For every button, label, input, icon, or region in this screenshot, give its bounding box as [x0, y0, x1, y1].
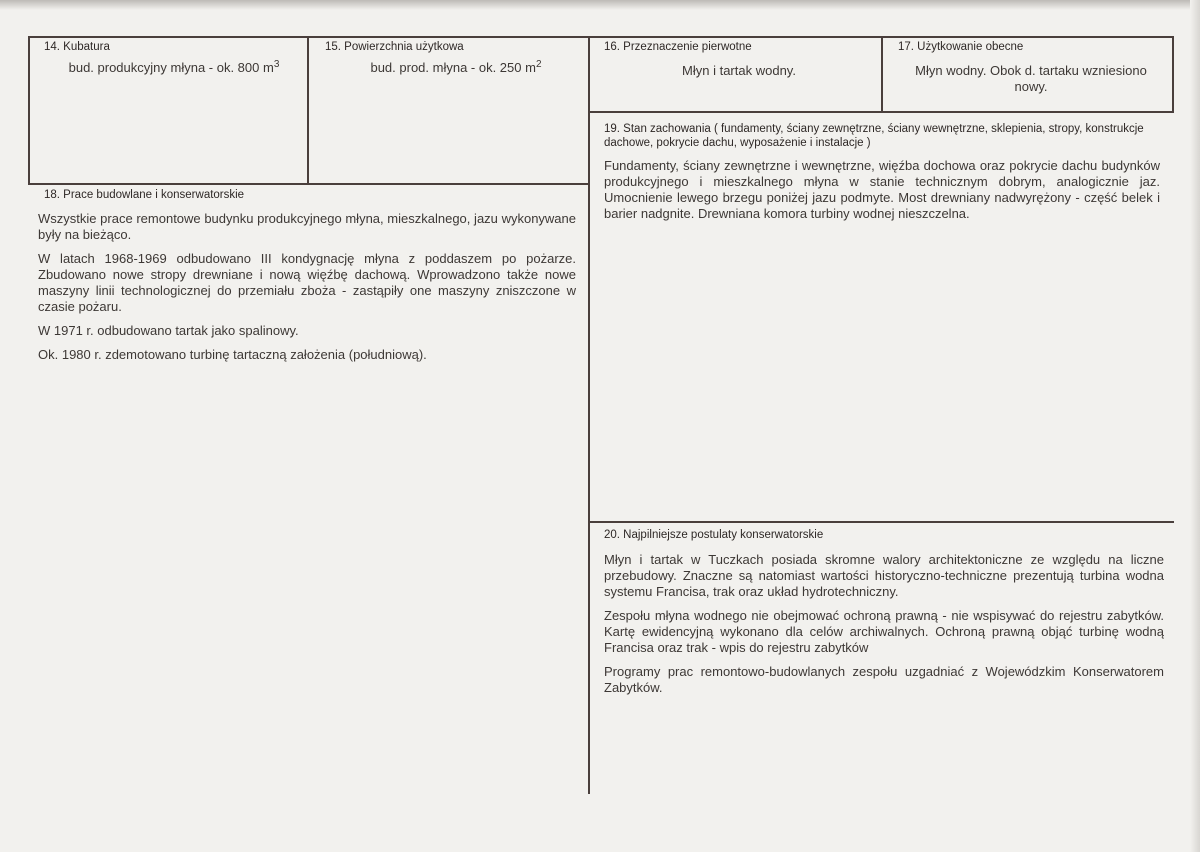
- field-18-paragraph-1: Wszystkie prace remontowe budynku produkcyjnego młyna, mieszkalnego, jazu wykonywane były na bieżąco.: [38, 211, 576, 242]
- scan-top-shadow: [0, 0, 1200, 10]
- row-divider-left: [28, 183, 590, 185]
- divider-14-15: [307, 36, 309, 184]
- field-19-label: 19. Stan zachowania ( fundamenty, ściany zewnętrzne, ściany wewnętrzne, sklepienia, stropy, konstrukcje dachowe, pokrycie dachu, wyposażenie i instalacje ): [604, 123, 1144, 149]
- field-20-paragraph-3: Programy prac remontowo-budowlanych zespołu uzgadniać z Wojewódzkim Konserwatorem Zabytków.: [604, 664, 1164, 695]
- top-border: [28, 36, 1174, 38]
- field-20-body: [604, 552, 1164, 696]
- field-18-paragraph-4: Ok. 1980 r. zdemotowano turbinę tartaczną założenia (południową).: [38, 347, 427, 362]
- field-15-unit-sup: 2: [535, 59, 542, 70]
- field-16-value: Młyn i tartak wodny.: [682, 63, 796, 78]
- divider-16-17: [881, 36, 883, 112]
- field-20-paragraph-2: Zespołu młyna wodnego nie obejmować ochroną prawną - nie wspisywać do rejestru zabytków. Kartę ewidencyjną wykonano dla celów archiwalnych. Ochroną prawną objąć turbinę wodną Francisa oraz trak - wpis do rejestru zabytków: [604, 608, 1164, 655]
- field-20-label: 20. Najpilniejsze postulaty konserwatorskie: [604, 529, 824, 541]
- field-15-value-line: [325, 60, 587, 76]
- field-15-value: bud. prod. młyna - ok. 250 m: [370, 60, 536, 75]
- scan-right-edge: [1190, 0, 1200, 852]
- field-15-label: 15. Powierzchnia użytkowa: [325, 41, 464, 53]
- field-19-paragraph-1: Fundamenty, ściany zewnętrzne i wewnętrzne, więźba dochowa oraz pokrycie dachu budynków produkcyjnego i mieszkalnego młyna w stanie technicznym dobrym, analogicznie jaz. Umocnienie lewego brzegu poniżej jazu podmyte. Most drewniany nadwyrężony - część belek i barier nadgnite. Drewniana komora turbiny wodnej nieszczelna.: [604, 158, 1160, 221]
- row-divider-right-top: [588, 111, 1174, 113]
- field-14-kubatura: [44, 40, 304, 76]
- left-border: [28, 36, 30, 184]
- field-14-value: bud. produkcyjny młyna - ok. 800 m: [68, 60, 274, 75]
- row-divider-19-20: [588, 521, 1174, 523]
- field-18-body: [38, 211, 576, 363]
- field-14-value-line: [44, 60, 304, 76]
- field-20-postulaty: [604, 528, 1164, 704]
- field-14-label: 14. Kubatura: [44, 41, 110, 53]
- center-divider: [588, 36, 590, 794]
- field-16-label: 16. Przeznaczenie pierwotne: [604, 41, 752, 53]
- field-16-przeznaczenie: [604, 40, 874, 79]
- field-18-paragraph-3: W 1971 r. odbudowano tartak jako spalinowy.: [38, 323, 299, 338]
- field-15-powierzchnia: [325, 40, 587, 76]
- field-18-prace-budowlane: [38, 188, 576, 371]
- field-17-uzytkowanie: [898, 40, 1164, 95]
- field-18-label: 18. Prace budowlane i konserwatorskie: [44, 189, 245, 201]
- field-20-paragraph-1: Młyn i tartak w Tuczkach posiada skromne walory architektoniczne ze względu na liczne przebudowy. Znaczne są natomiast wartości historyczno-techniczne prezentują turbina wodna systemu Francisa, trak oraz układ hydrotechniczny.: [604, 552, 1164, 599]
- field-18-paragraph-2: W latach 1968-1969 odbudowano III kondygnację młyna z poddaszem po pożarze. Zbudowano nowe stropy drewniane i nową więźbę dachową. Wprowadzono także nowe maszyny linii technologicznej do przemiału zboża - zastąpiły one maszyny zniszczone w czasie pożaru.: [38, 251, 576, 314]
- field-14-unit-sup: 3: [273, 59, 280, 70]
- field-17-value: Młyn wodny. Obok d. tartaku wzniesiono nowy.: [915, 63, 1147, 94]
- field-17-label: 17. Użytkowanie obecne: [898, 41, 1024, 53]
- field-19-stan-zachowania: [604, 122, 1160, 222]
- right-border: [1172, 36, 1174, 112]
